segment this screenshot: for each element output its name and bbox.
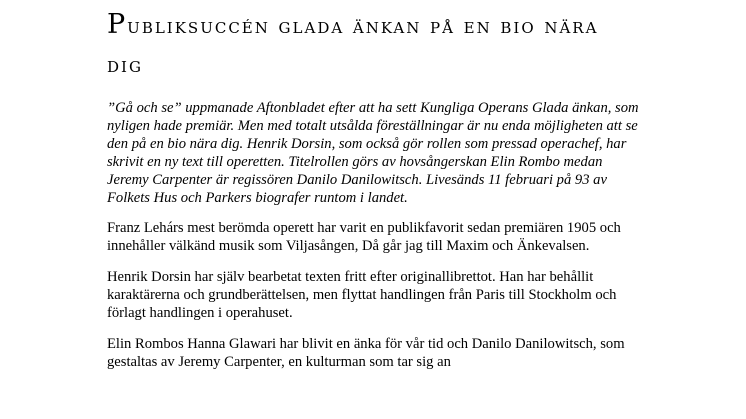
- lead-paragraph: ”Gå och se” uppmanade Aftonbladet efter att ha sett Kungliga Operans Glada änkan, som nyligen hade premiär. Men med totalt utsålda föreställningar är nu enda möjligheten att se den på en bio nära dig. Henrik Dorsin, som också gör rollen som pressad operachef, har skrivit en ny text till operetten. Titelrollen görs av hovsångerskan Elin Rombo medan Jeremy Carpenter är regissören Danilo Danilowitsch. Livesänds 11 februari på 93 av Folkets Hus och Parkers biografer runtom i landet.: [107, 100, 639, 206]
- title-text: ubliksuccén glada änkan på en bio nära dig: [107, 14, 599, 77]
- title-initial: P: [107, 9, 128, 40]
- body-paragraph-1: Franz Lehárs mest berömda operett har varit en publikfavorit sedan premiären 1905 och innehåller välkänd musik som Viljasången, Då går jag till Maxim och Änkevalsen.: [107, 220, 621, 255]
- article-title: [107, 5, 637, 85]
- article-body: [107, 100, 642, 385]
- body-paragraph-3: Elin Rombos Hanna Glawari har blivit en änka för vår tid och Danilo Danilowitsch, som gestaltas av Jeremy Carpenter, en kulturman som tar sig an: [107, 335, 625, 370]
- body-paragraph-2: Henrik Dorsin har själv bearbetat texten fritt efter originallibrettot. Han har behållit karaktärerna och grundberättelsen, men flyttat handlingen från Paris till Stockholm och förlagt handlingen i operahuset.: [107, 269, 617, 322]
